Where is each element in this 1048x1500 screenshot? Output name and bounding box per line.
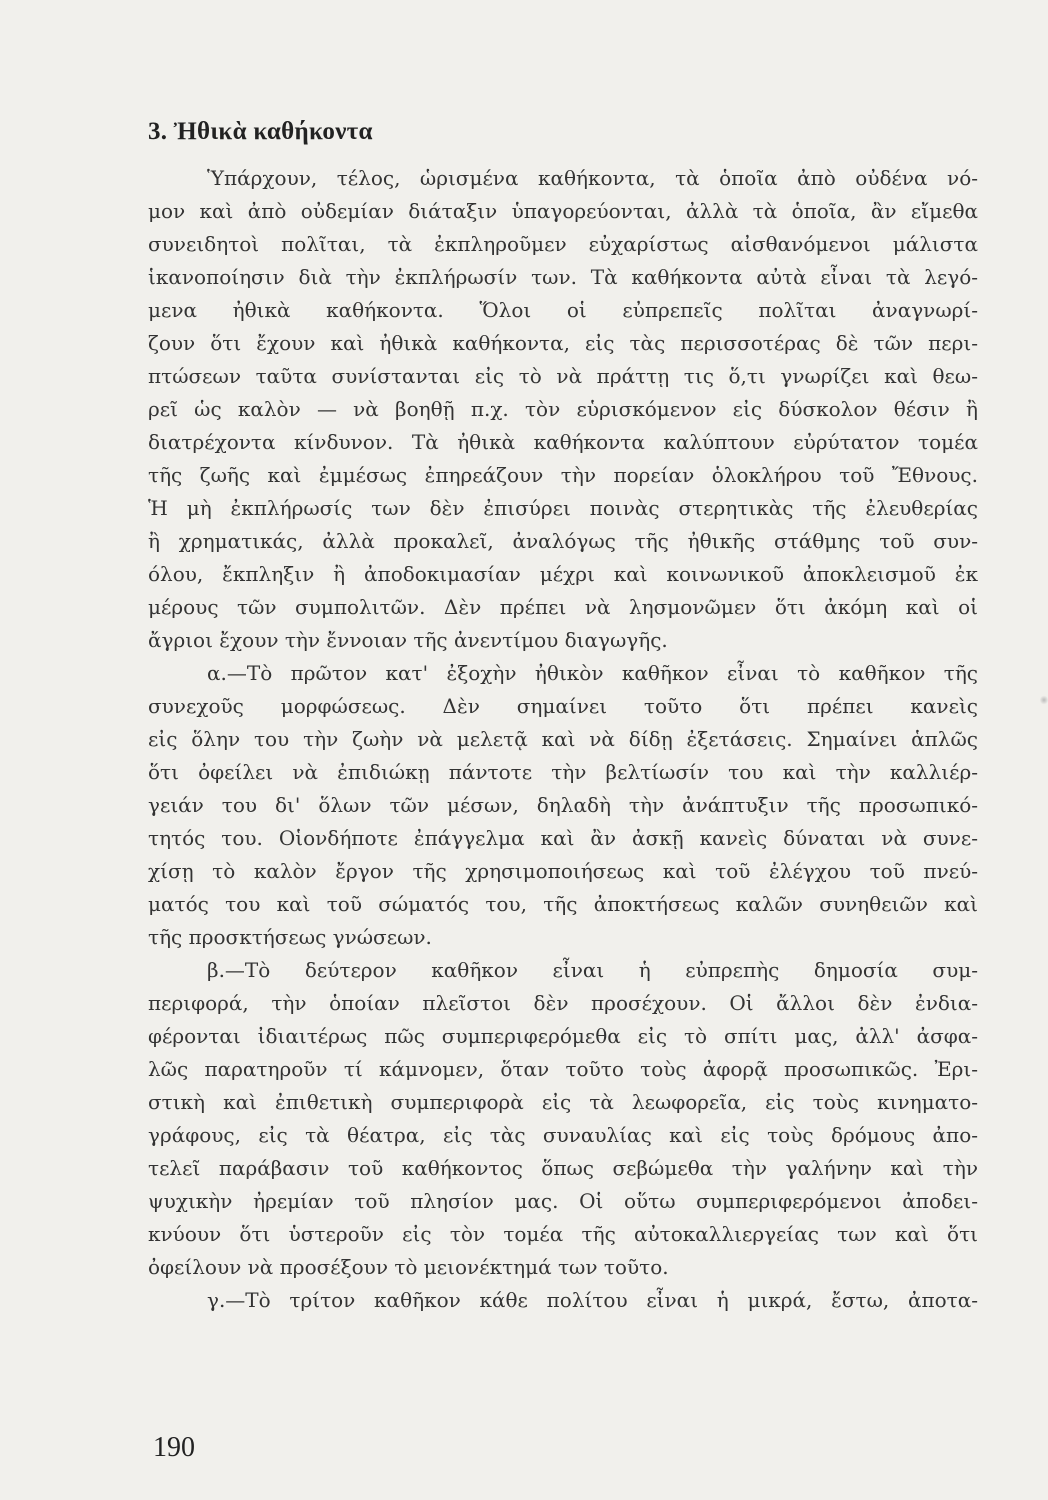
text-line: γράφους, εἰς τὰ θέατρα, εἰς τὰς συναυλίας καὶ εἰς τοὺς δρόμους ἀπο- (148, 1123, 978, 1147)
text-line: τητός του. Οἱονδήποτε ἐπάγγελμα καὶ ἂν ἀσκῇ κανεὶς δύναται νὰ συνε- (148, 826, 978, 850)
text-line: ὅτι ὀφείλει νὰ ἐπιδιώκῃ πάντοτε τὴν βελτίωσίν του καὶ τὴν καλλιέρ- (148, 760, 978, 784)
text-line: Ὑπάρχουν, τέλος, ὡρισμένα καθήκοντα, τὰ ὁποῖα ἀπὸ οὐδένα νό- (207, 166, 978, 190)
text-line: α.—Τὸ πρῶτον κατ' ἐξοχὴν ἠθικὸν καθῆκον εἶναι τὸ καθῆκον τῆς (207, 661, 978, 685)
text-line: Ἡ μὴ ἐκπλήρωσίς των δὲν ἐπισύρει ποινὰς στερητικὰς τῆς ἐλευθερίας (148, 496, 978, 520)
page-number: 190 (153, 1432, 195, 1463)
text-line: χίσῃ τὸ καλὸν ἔργον τῆς χρησιμοποιήσεως καὶ τοῦ ἐλέγχου τοῦ πνεύ- (148, 859, 978, 883)
paper-smudge (1040, 695, 1048, 705)
text-line: ἱκανοποίησιν διὰ τὴν ἐκπλήρωσίν των. Τὰ καθήκοντα αὐτὰ εἶναι τὰ λεγό- (148, 265, 978, 289)
text-line: λῶς παρατηροῦν τί κάμνομεν, ὅταν τοῦτο τοὺς ἀφορᾷ προσωπικῶς. Ἐρι- (148, 1057, 978, 1081)
text-line: συνεχοῦς μορφώσεως. Δὲν σημαίνει τοῦτο ὅτι πρέπει κανεὶς (148, 694, 978, 718)
text-line: ἢ χρηματικάς, ἀλλὰ προκαλεῖ, ἀναλόγως τῆς ἠθικῆς στάθμης τοῦ συν- (148, 529, 978, 553)
text-line: ζουν ὅτι ἔχουν καὶ ἠθικὰ καθήκοντα, εἰς τὰς περισσοτέρας δὲ τῶν περι- (148, 331, 978, 355)
text-line: πτώσεων ταῦτα συνίστανται εἰς τὸ νὰ πράττῃ τις ὅ,τι γνωρίζει καὶ θεω- (148, 364, 978, 388)
text-line: συνειδητοὶ πολῖται, τὰ ἐκπληροῦμεν εὐχαρίστως αἰσθανόμενοι μάλιστα (148, 232, 978, 256)
text-line: τῆς προσκτήσεως γνώσεων. (148, 925, 432, 949)
text-line: όλου, ἔκπληξιν ἢ ἀποδοκιμασίαν μέχρι καὶ κοινωνικοῦ ἀποκλεισμοῦ ἐκ (148, 562, 978, 586)
text-line: διατρέχοντα κίνδυνον. Τὰ ἠθικὰ καθήκοντα καλύπτουν εὐρύτατον τομέα (148, 430, 978, 454)
text-line: ὀφείλουν νὰ προσέξουν τὸ μειονέκτημά των τοῦτο. (148, 1255, 669, 1279)
text-line: τῆς ζωῆς καὶ ἐμμέσως ἐπηρεάζουν τὴν πορείαν ὁλοκλήρου τοῦ Ἔθνους. (148, 463, 978, 487)
text-line: περιφορά, τὴν ὁποίαν πλεῖστοι δὲν προσέχουν. Οἱ ἄλλοι δὲν ἐνδια- (148, 991, 978, 1015)
text-line: γ.—Τὸ τρίτον καθῆκον κάθε πολίτου εἶναι ἡ μικρά, ἔστω, ἀποτα- (207, 1288, 978, 1312)
text-line: μέρους τῶν συμπολιτῶν. Δὲν πρέπει νὰ λησμονῶμεν ὅτι ἀκόμη καὶ οἱ (148, 595, 978, 619)
text-line: στικὴ καὶ ἐπιθετικὴ συμπεριφορὰ εἰς τὰ λεωφορεῖα, εἰς τοὺς κινηματο- (148, 1090, 978, 1114)
text-line: μενα ἠθικὰ καθήκοντα. Ὅλοι οἱ εὐπρεπεῖς πολῖται ἀναγνωρί- (148, 298, 978, 322)
text-line: ψυχικὴν ἠρεμίαν τοῦ πλησίον μας. Οἱ οὕτω συμπεριφερόμενοι ἀποδει- (148, 1189, 978, 1213)
text-line: β.—Τὸ δεύτερον καθῆκον εἶναι ἡ εὐπρεπὴς δημοσία συμ- (207, 958, 978, 982)
text-line: τελεῖ παράβασιν τοῦ καθήκοντος ὅπως σεβώμεθα τὴν γαλήνην καὶ τὴν (148, 1156, 978, 1180)
text-line: γειάν του δι' ὅλων τῶν μέσων, δηλαδὴ τὴν ἀνάπτυξιν τῆς προσωπικό- (148, 793, 978, 817)
text-line: εἰς ὅλην του τὴν ζωὴν νὰ μελετᾷ καὶ νὰ δίδῃ ἐξετάσεις. Σημαίνει ἁπλῶς (148, 727, 978, 751)
text-line: μον καὶ ἀπὸ οὐδεμίαν διάταξιν ὑπαγορεύονται, ἀλλὰ τὰ ὁποῖα, ἂν εἴμεθα (148, 199, 978, 223)
text-line: ἄγριοι ἔχουν τὴν ἔννοιαν τῆς ἀνεντίμου διαγωγῆς. (148, 628, 668, 652)
section-heading: 3. Ἠθικὰ καθήκοντα (148, 118, 373, 145)
text-line: φέρονται ἰδιαιτέρως πῶς συμπεριφερόμεθα εἰς τὸ σπίτι μας, ἀλλ' ἀσφα- (148, 1024, 978, 1048)
text-line: ματός του καὶ τοῦ σώματός του, τῆς ἀποκτήσεως καλῶν συνηθειῶν καὶ (148, 892, 978, 916)
text-line: ρεῖ ὡς καλὸν — νὰ βοηθῇ π.χ. τὸν εὑρισκόμενον εἰς δύσκολον θέσιν ἢ (148, 397, 978, 421)
text-line: κνύουν ὅτι ὑστεροῦν εἰς τὸν τομέα τῆς αὐτοκαλλιεργείας των καὶ ὅτι (148, 1222, 978, 1246)
